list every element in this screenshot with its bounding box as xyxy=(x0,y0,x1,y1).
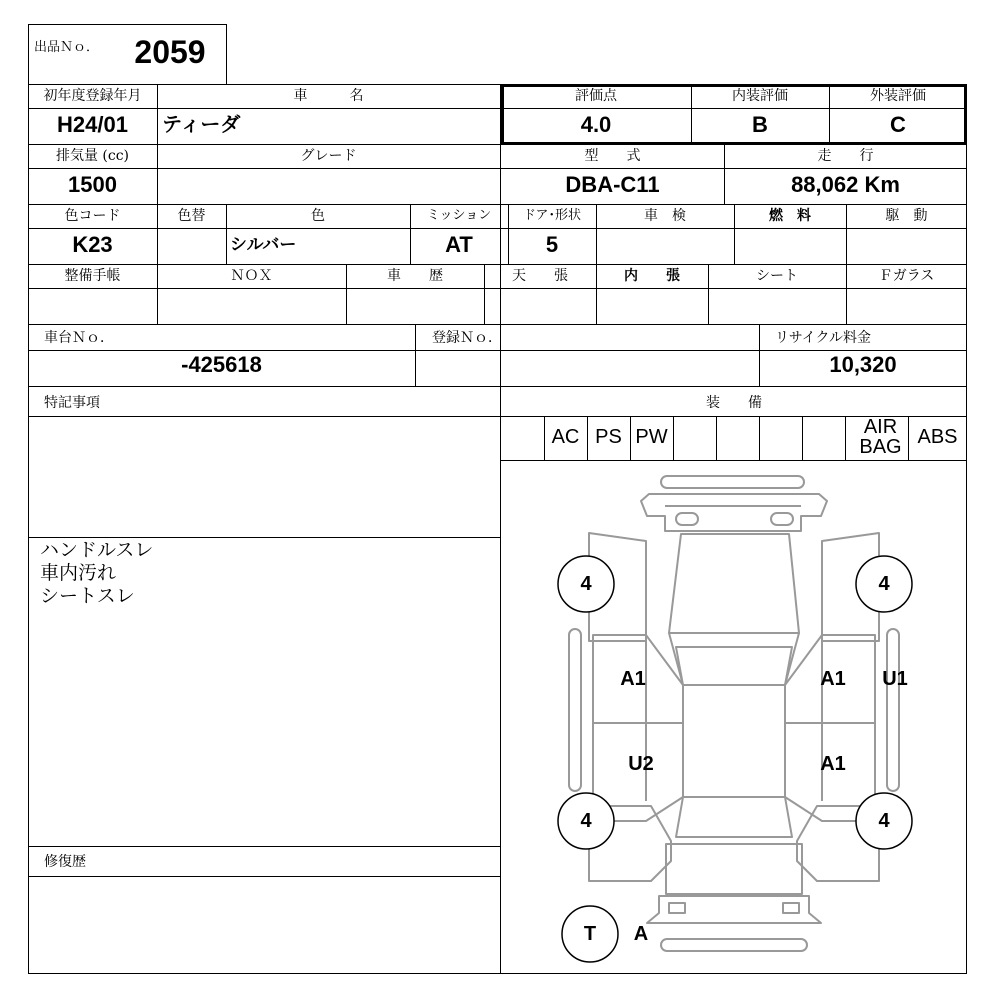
chassis-value: -425618 xyxy=(181,352,262,377)
mark-tire-rr: 4 xyxy=(878,810,890,832)
mark-spare-tire: T xyxy=(583,923,597,945)
car-damage-diagram xyxy=(501,461,967,974)
lot-number: 2059 xyxy=(134,34,206,70)
roof-label: 天 張 xyxy=(512,268,568,284)
roof xyxy=(683,685,785,797)
fog-lamp-left xyxy=(676,513,698,525)
first-reg-value: H24/01 xyxy=(57,112,128,137)
transmission-value: AT xyxy=(445,232,473,257)
chassis-label: 車台Ｎｏ． xyxy=(44,330,114,346)
mark-left-rear-door: U2 xyxy=(628,753,654,775)
color-code-label: 色コード xyxy=(64,208,121,224)
displacement-label: 排気量 (cc) xyxy=(55,148,130,164)
seat-label: シート xyxy=(756,268,798,284)
mileage-value: 88,062 Km xyxy=(791,172,900,197)
model-label: 型 式 xyxy=(584,148,641,164)
car-name-value: ティーダ xyxy=(162,114,241,136)
registration-label: 登録Ｎｏ． xyxy=(432,330,502,346)
door-shape-value: 5 xyxy=(545,232,559,257)
left-sill xyxy=(569,629,581,791)
recycle-value: 10,320 xyxy=(829,352,897,377)
lot-label: 出品Ｎｏ． xyxy=(34,40,100,55)
front-bumper-top xyxy=(661,476,804,488)
windshield xyxy=(676,647,792,685)
mark-trunk: A xyxy=(633,923,649,945)
car-name-label: 車 名 xyxy=(293,88,364,104)
mark-tire-fl: 4 xyxy=(580,573,592,595)
equipment-item-pw: PW xyxy=(635,426,668,448)
mileage-label: 走 行 xyxy=(817,148,874,164)
mark-right-front-door: A1 xyxy=(820,668,846,690)
fuel-label: 燃 料 xyxy=(769,208,811,224)
fog-lamp-right xyxy=(771,513,793,525)
door-shape-label: ドア･形状 xyxy=(522,208,582,223)
mark-right-sill: U1 xyxy=(882,668,908,690)
equipment-label: 装 備 xyxy=(706,395,762,411)
f-glass-label: Ｆガラス xyxy=(878,268,935,284)
score-value: 4.0 xyxy=(580,112,612,137)
hood xyxy=(669,534,799,633)
history-label: 車 歴 xyxy=(387,268,443,284)
model-value: DBA-C11 xyxy=(565,172,660,197)
recycle-label: リサイクル料金 xyxy=(775,330,872,346)
equipment-item-ps: PS xyxy=(595,426,622,448)
color-change-label: 色替 xyxy=(177,208,206,224)
maintenance-label: 整備手帳 xyxy=(64,268,121,284)
color-code-value: K23 xyxy=(72,232,113,257)
transmission-label: ミッション xyxy=(426,208,492,223)
note-line-3: シートスレ xyxy=(40,585,135,607)
front-bumper xyxy=(641,494,827,531)
rear-lamp-right xyxy=(783,903,799,913)
note-line-2: 車内汚れ xyxy=(40,562,117,584)
interior-label: 内装評価 xyxy=(732,88,788,104)
exterior-label: 外装評価 xyxy=(870,88,926,104)
interior-lining-label: 内 張 xyxy=(624,268,680,284)
trunk-lid xyxy=(666,844,802,894)
mark-tire-fr: 4 xyxy=(878,573,890,595)
notes-label: 特記事項 xyxy=(44,395,100,411)
interior-value: B xyxy=(752,112,768,137)
right-sill xyxy=(887,629,899,791)
note-line-1: ハンドルスレ xyxy=(40,539,154,561)
grade-label: グレード xyxy=(300,148,357,164)
displacement-value: 1500 xyxy=(68,172,117,197)
rear-window xyxy=(676,797,792,837)
nox-label: ＮＯＸ xyxy=(230,268,273,284)
mark-left-front-door: A1 xyxy=(620,668,646,690)
first-reg-label: 初年度登録年月 xyxy=(43,88,142,104)
inspection-label: 車 検 xyxy=(644,208,686,224)
rear-bumper xyxy=(647,896,821,923)
color-label: 色 xyxy=(311,208,325,224)
rear-lamp-left xyxy=(669,903,685,913)
rear-bumper-bottom xyxy=(661,939,807,951)
equipment-item-abs: ABS xyxy=(917,426,958,448)
equipment-item-airbag: AIR BAG xyxy=(859,416,902,458)
mark-tire-rl: 4 xyxy=(580,810,592,832)
score-label: 評価点 xyxy=(575,88,617,104)
exterior-value: C xyxy=(890,112,906,137)
color-value: シルバー xyxy=(230,235,297,254)
repair-label: 修復歴 xyxy=(44,854,86,870)
mark-right-rear-door: A1 xyxy=(820,753,846,775)
equipment-item-ac: AC xyxy=(551,426,580,448)
drive-label: 駆 動 xyxy=(885,208,928,224)
